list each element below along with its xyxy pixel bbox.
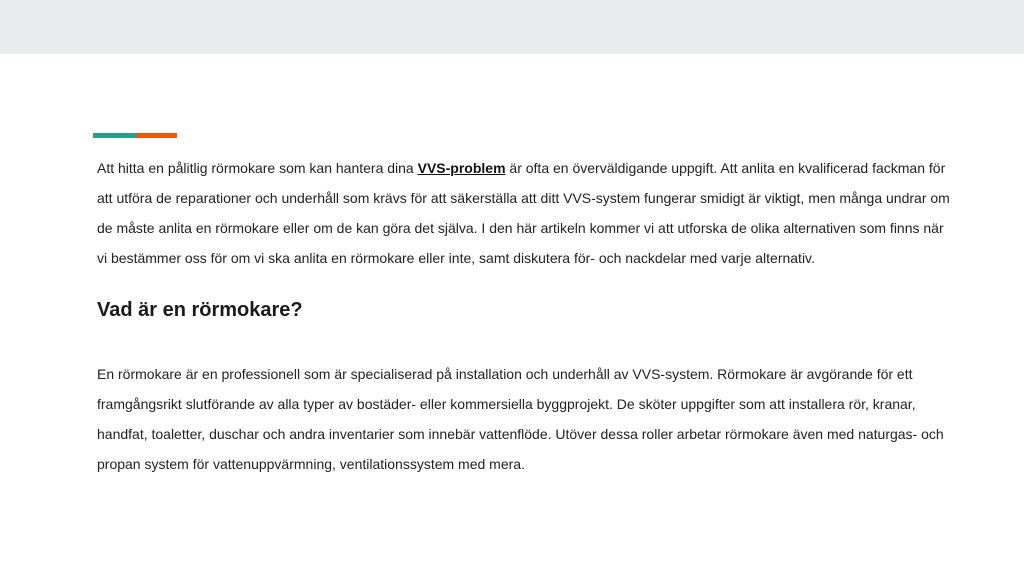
- section-paragraph: En rörmokare är en professionell som är specialiserad på installation och underhåll av VVS-system. Rörmokare är avgörande för ett framgångsrikt slutförande av alla typer av bostäder- eller kommersiella byggprojekt. De sköter uppgifter som att installera rör, kranar, handfat, toaletter, duschar och andra inventarier som innebär vattenflöde. Utöver dessa roller arbetar rörmokare även med naturgas- och propan system för vattenuppvärmning, ventilationssystem med mera.: [97, 366, 944, 472]
- article-content: [97, 153, 957, 479]
- vvs-problem-link[interactable]: VVS-problem: [417, 160, 506, 176]
- top-band: [0, 0, 1024, 54]
- intro-text-end: är ofta en överväldigande uppgift. Att anlita en kvalificerad fackman för att utföra de reparationer och underhåll som krävs för att säkerställa att ditt VVS-system fungerar smidigt är viktigt, men många undrar om de måste anlita en rörmokare eller om de kan göra det själva. I den här artikeln kommer vi att utforska de olika alternativen som finns när vi bestämmer oss för om vi ska anlita en rörmokare eller inte, samt diskutera för- och nackdelar med varje alternativ.: [97, 160, 950, 266]
- section-heading: Vad är en rörmokare?: [97, 299, 303, 321]
- accent-bar-orange: [136, 133, 177, 138]
- intro-text-start: Att hitta en pålitlig rörmokare som kan hantera dina: [97, 160, 418, 176]
- intro-paragraph: [97, 153, 957, 273]
- accent-bar-teal: [93, 133, 136, 138]
- accent-bar: [93, 133, 177, 138]
